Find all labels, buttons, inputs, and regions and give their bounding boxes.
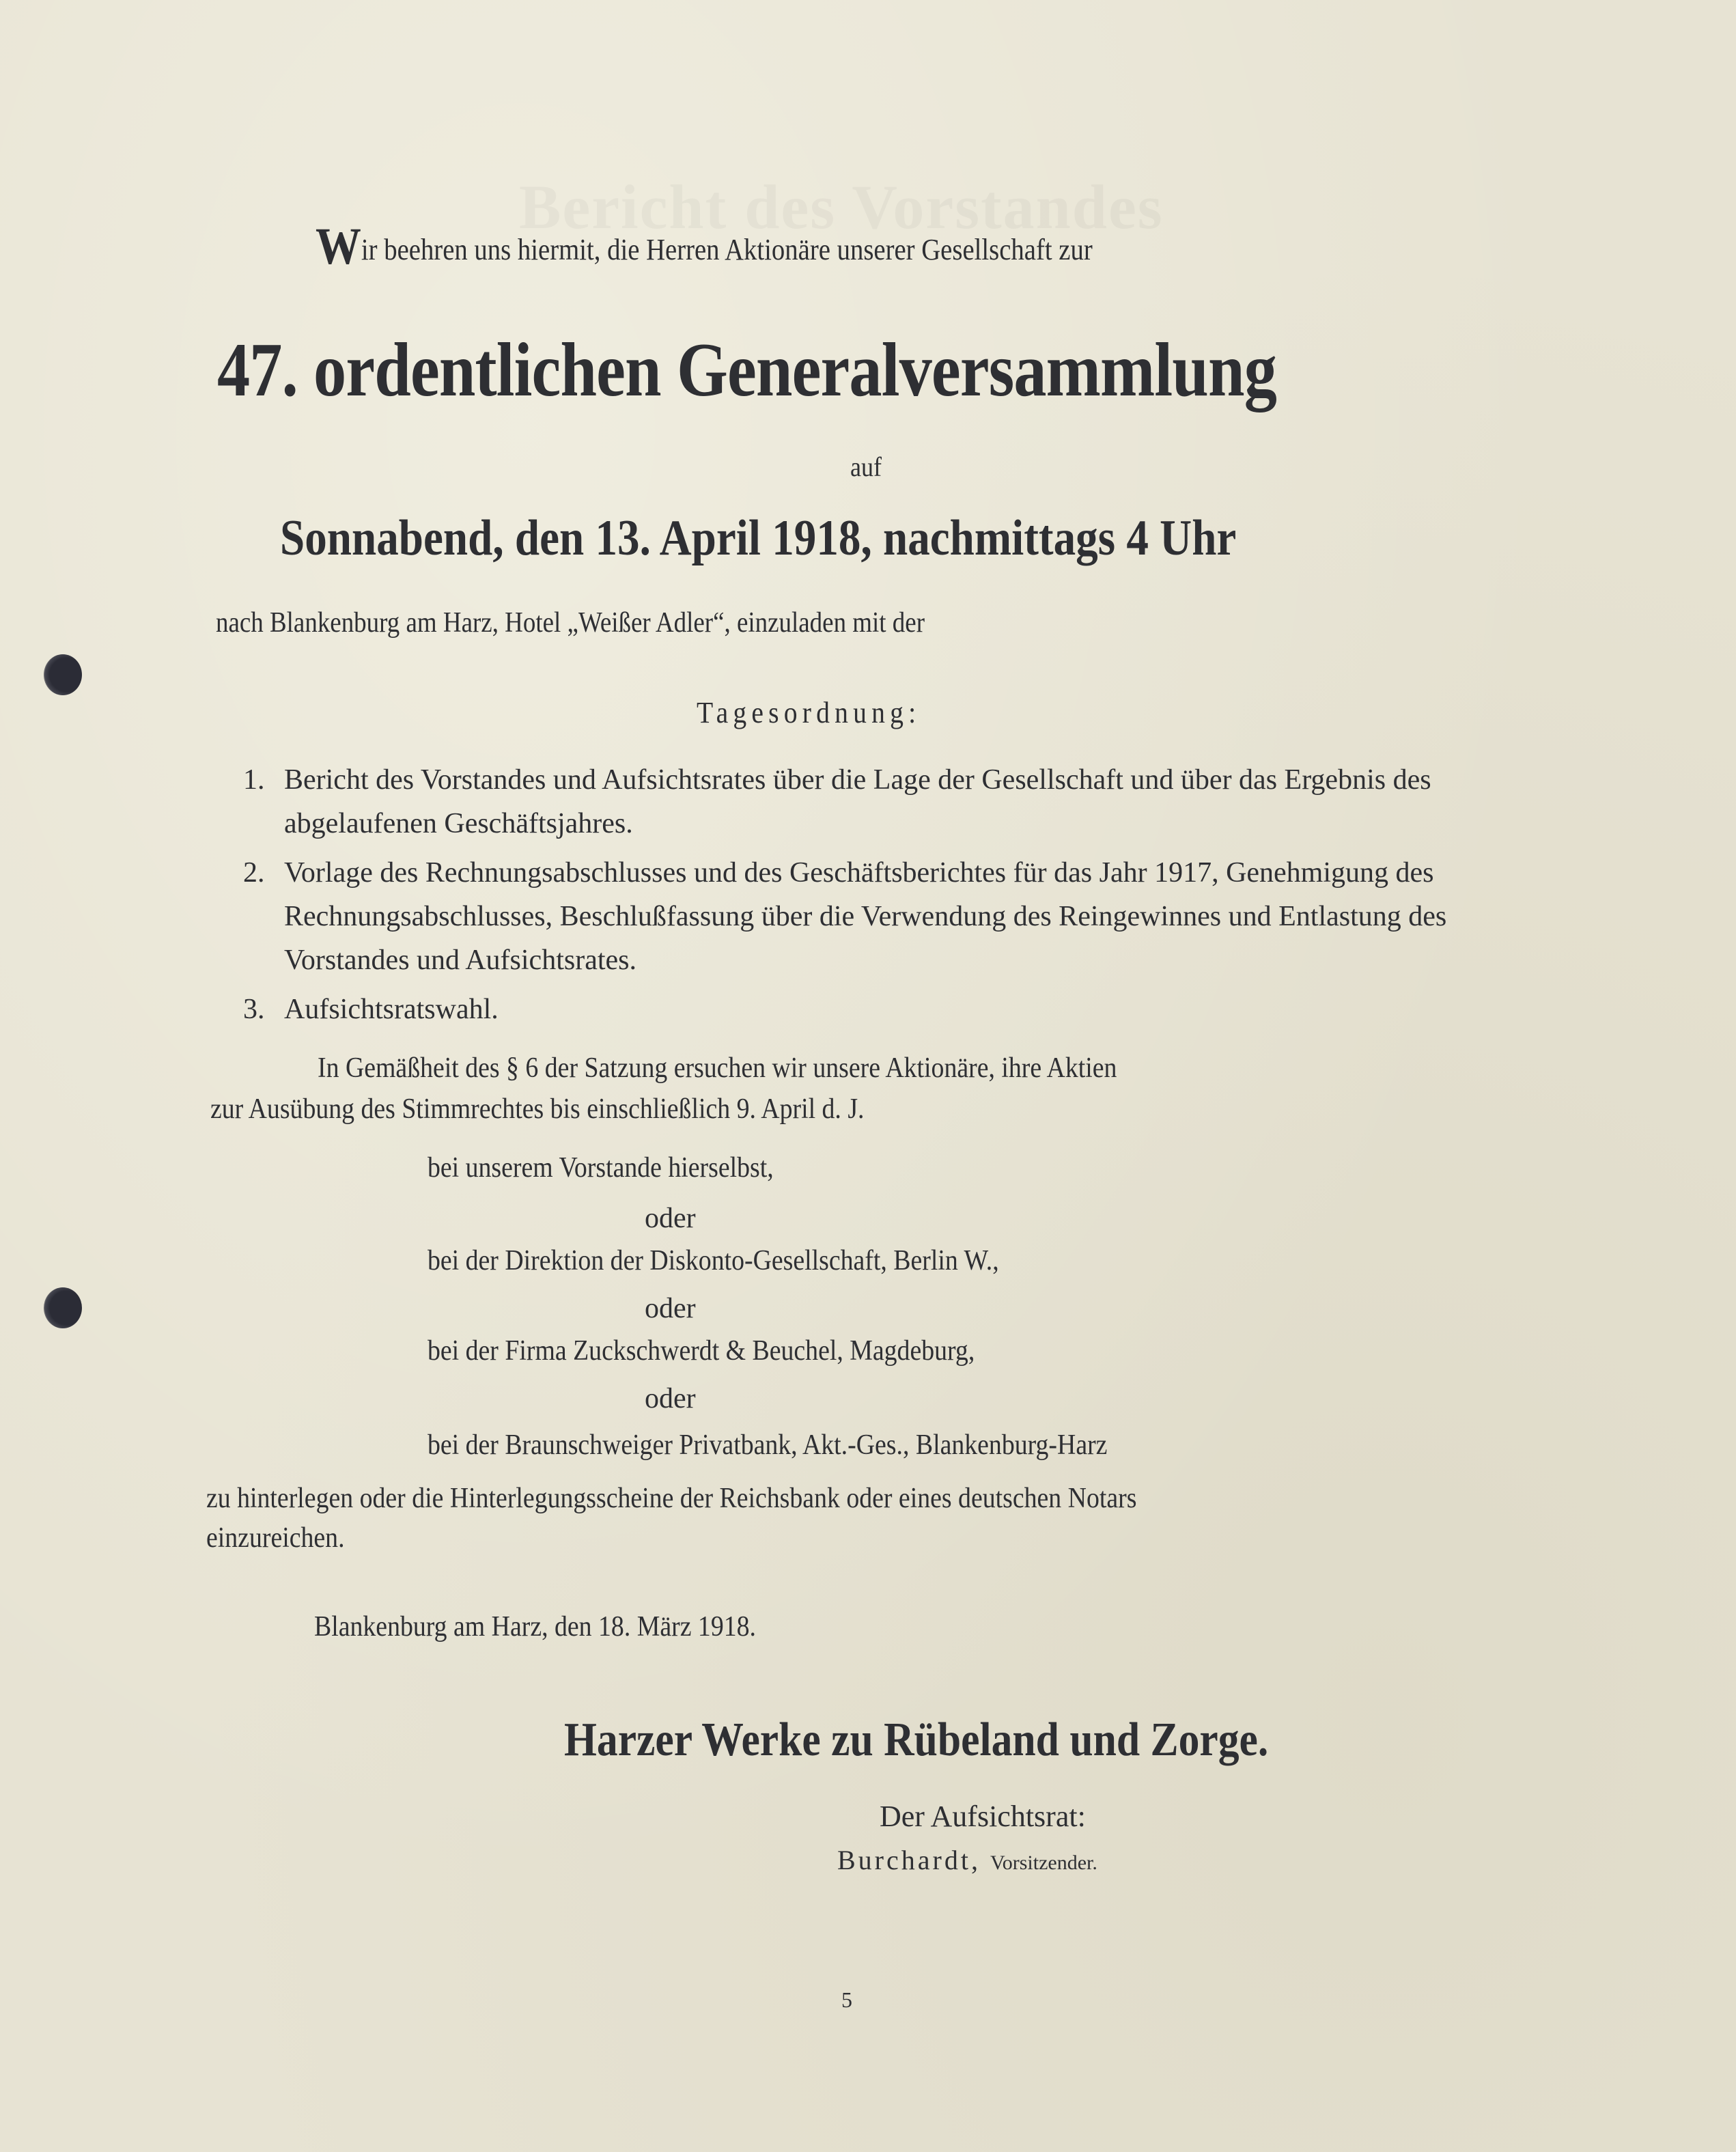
agenda-number: 1.	[243, 764, 265, 796]
closing-line1: zu hinterlegen oder die Hinterlegungsscheine der Reichsbank oder eines deutschen Notars	[206, 1483, 1137, 1514]
intro-text: ir beehren uns hiermit, die Herren Aktionäre unserer Gesellschaft zur	[361, 233, 1093, 266]
agenda-item	[243, 988, 1520, 1031]
oder-2: oder	[645, 1293, 696, 1324]
page-number: 5	[841, 1987, 852, 2012]
oder-1: oder	[645, 1203, 696, 1234]
agenda-text: Bericht des Vorstandes und Aufsichtsrates über die Lage der Gesellschaft und über das Ergebnis des abgelaufenen Geschäftsjahres.	[284, 764, 1431, 839]
board-label: Der Aufsichtsrat:	[880, 1800, 1086, 1833]
agenda-list	[243, 758, 1520, 1037]
punch-hole-top	[44, 654, 82, 695]
place-date: Blankenburg am Harz, den 18. März 1918.	[314, 1611, 756, 1643]
deposit-paragraph-line2: zur Ausübung des Stimmrechtes bis einschließlich 9. April d. J.	[210, 1093, 865, 1125]
meeting-location: nach Blankenburg am Harz, Hotel „Weißer Adler“, einzuladen mit der	[216, 607, 925, 639]
agenda-number: 2.	[243, 857, 265, 889]
depository-4: bei der Braunschweiger Privatbank, Akt.-Ges., Blankenburg-Harz	[428, 1429, 1108, 1461]
deposit-paragraph-line1: In Gemäßheit des § 6 der Satzung ersuchen wir unsere Aktionäre, ihre Aktien	[318, 1052, 1117, 1084]
agenda-text: Vorlage des Rechnungsabschlusses und des Geschäftsberichtes für das Jahr 1917, Genehmigung des Rechnungsabschlusses, Beschlußfassung über die Verwendung des Reingewinnes und Entlastung des Vorstandes und Aufsichtsrates.	[284, 857, 1447, 976]
punch-hole-bottom	[44, 1287, 82, 1328]
agenda-item	[243, 758, 1520, 846]
drop-cap: W	[316, 218, 361, 275]
auf-word: auf	[850, 451, 882, 482]
agenda-number: 3.	[243, 994, 265, 1025]
agenda-text: Aufsichtsratswahl.	[284, 994, 499, 1025]
depository-1: bei unserem Vorstande hierselbst,	[428, 1152, 774, 1184]
bleed-through-heading: Bericht des Vorstandes	[519, 172, 1164, 242]
meeting-date: Sonnabend, den 13. April 1918, nachmittags 4 Uhr	[280, 510, 1237, 566]
meeting-title: 47. ordentlichen Generalversammlung	[217, 328, 1276, 413]
signer-role: Vorsitzender.	[990, 1851, 1097, 1874]
company-name: Harzer Werke zu Rübeland und Zorge.	[564, 1714, 1269, 1766]
signature-line	[837, 1844, 1097, 1876]
oder-3: oder	[645, 1383, 696, 1414]
closing-line2: einzureichen.	[206, 1522, 345, 1554]
depository-3: bei der Firma Zuckschwerdt & Beuchel, Magdeburg,	[428, 1335, 975, 1367]
intro-line	[316, 217, 1093, 277]
agenda-item	[243, 851, 1520, 982]
signer-name: Burchardt,	[837, 1845, 981, 1875]
depository-2: bei der Direktion der Diskonto-Gesellschaft, Berlin W.,	[428, 1245, 999, 1276]
agenda-heading: Tagesordnung:	[697, 696, 921, 729]
